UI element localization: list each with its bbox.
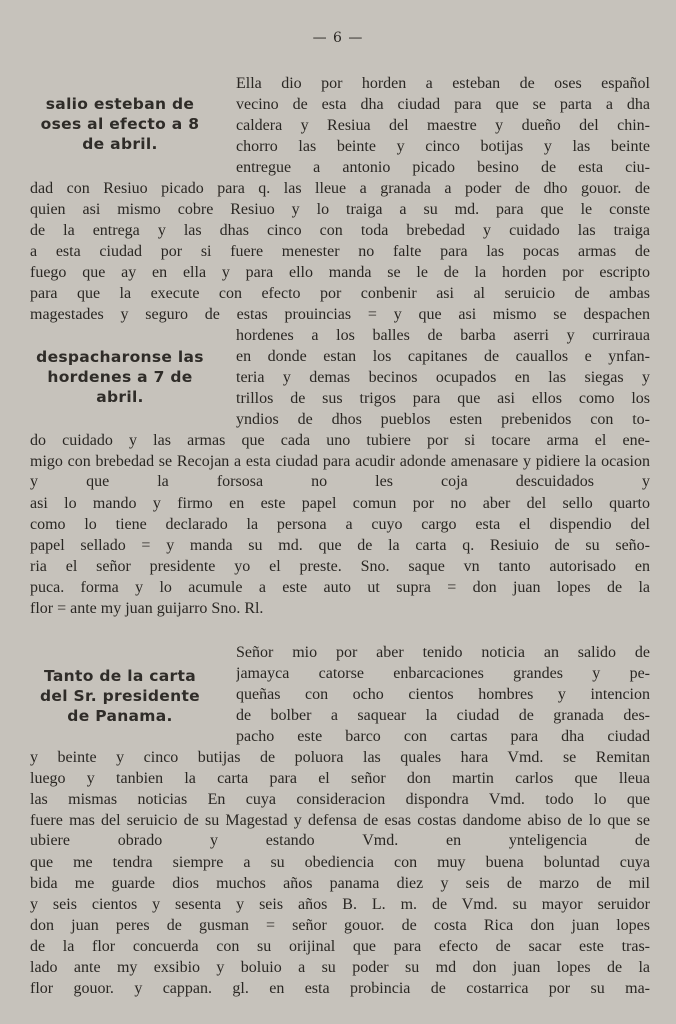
margin-note-line: Tanto de la carta: [44, 667, 196, 685]
body-line: a esta ciudad por si fuere menester no falte para las pocas armas de: [30, 243, 650, 260]
body-line: dad con Resiuo picado para q. las lleue a granada a poder de dho gouor. de: [30, 180, 650, 197]
margin-note-line: abril.: [96, 388, 144, 406]
body-line: de la entrega y las dhas cinco con toda brebedad y cuidado las traiga: [30, 222, 650, 239]
margin-note-line: de abril.: [82, 135, 158, 153]
margin-note-salio: [22, 94, 218, 154]
body-line: yndios de dhos pueblos esten prebenidos con to-: [236, 411, 650, 428]
body-line: entregue a antonio picado besino de esta ciu-: [236, 159, 650, 176]
body-line: ria el señor presidente yo el preste. Sno. saque vn tanto autorisado en: [30, 558, 650, 575]
body-line: y beinte y cinco butijas de poluora las quales hara Vmd. se Remitan: [30, 749, 650, 766]
body-line: las mismas noticias En cuya consideracion dispondra Vmd. todo lo que: [30, 791, 650, 808]
body-line: como lo tiene declarado la persona a cuyo cargo esta el dispendio del: [30, 516, 650, 533]
body-line: papel sellado = y manda su md. que de la carta q. Resiuio de su seño-: [30, 537, 650, 554]
margin-note-line: del Sr. presidente: [40, 687, 200, 705]
body-line: vecino de esta dha ciudad para que se parta a dha: [236, 96, 650, 113]
body-line: pacho este barco con cartas para dha ciudad: [236, 728, 650, 745]
body-line: Ella dio por horden a esteban de oses español: [236, 75, 650, 92]
body-line: Señor mio por aber tenido noticia an salido de: [236, 644, 650, 661]
body-line: de bolber a saquear la ciudad de granada des-: [236, 707, 650, 724]
body-line: hordenes a los balles de barba aserri y curriraua: [236, 327, 650, 344]
margin-note-tanto: [22, 666, 218, 726]
body-line: quien asi mismo cobre Resiuo y lo traiga a su md. para que le conste: [30, 201, 650, 218]
body-line: y seis cientos y sesenta y seis años B. L. m. de Vmd. su mayor seruidor: [30, 896, 650, 913]
body-line: en donde estan los capitanes de cauallos e ynfan-: [236, 348, 650, 365]
body-line: asi lo mando y firmo en este papel comun por no aber del sello quarto: [30, 495, 650, 512]
body-line: flor gouor. y cappan. gl. en esta probincia de costarrica por su ma-: [30, 980, 650, 997]
body-line: do cuidado y las armas que cada uno tubiere por si tocare arma el ene-: [30, 432, 650, 449]
body-line: puca. forma y lo acumule a este auto ut supra = don juan lopes de la: [30, 579, 650, 596]
body-line: jamayca catorse enbarcaciones grandes y pe-: [236, 665, 650, 682]
page-number: — 6 —: [312, 30, 364, 46]
body-line: de la flor concuerda con su orijinal que para efecto de sacar este tras-: [30, 938, 650, 955]
body-line: don juan peres de gusman = señor gouor. de costa Rica don juan lopes: [30, 917, 650, 934]
margin-note-despacharonse: [22, 347, 218, 407]
body-line: teria y demas becinos ocupados en las siegas y: [236, 369, 650, 386]
margin-note-line: salio esteban de: [45, 95, 195, 113]
body-line: luego y tanbien la carta para el señor don martin carlos que lleua: [30, 770, 650, 787]
margin-note-line: hordenes a 7 de: [47, 368, 193, 386]
body-line: chorro las beinte y cinco botijas y las beinte: [236, 138, 650, 155]
margin-note-line: oses al efecto a 8: [40, 115, 200, 133]
margin-note-line: despacharonse las: [36, 348, 204, 366]
body-line: trillos de sus trigos para que asi ellos como los: [236, 390, 650, 407]
body-line: queñas con ocho cientos hombres y intencion: [236, 686, 650, 703]
body-line: magestades y seguro de estas prouincias = y que asi mismo se despachen: [30, 306, 650, 323]
body-line: fuere mas del seruicio de su Magestad y defensa de esas costas dandome abiso de lo que se ubiere obrado y estando Vmd. en ynteligencia de: [30, 812, 650, 849]
body-line: flor = ante my juan guijarro Sno. Rl.: [30, 600, 264, 617]
body-line: migo con brebedad se Recojan a esta ciudad para acudir adonde amenasare y pidiere la ocasion y que la forsosa no les coja descuidados y: [30, 453, 650, 490]
body-line: que me tendra siempre a su obediencia con muy buena boluntad cuya: [30, 854, 650, 871]
margin-note-line: de Panama.: [67, 707, 173, 725]
body-line: lado ante my exsibio y boluio a su poder su md don juan lopes de la: [30, 959, 650, 976]
body-line: para que la execute con efecto por conbenir asi al seruicio de ambas: [30, 285, 650, 302]
body-line: fuego que ay en ella y para ello manda se le de la horden por escripto: [30, 264, 650, 281]
body-line: caldera y Resiua del maestre y dueño del chin-: [236, 117, 650, 134]
body-line: bida me guarde dios muchos años panama diez y seis de marzo de mil: [30, 875, 650, 892]
